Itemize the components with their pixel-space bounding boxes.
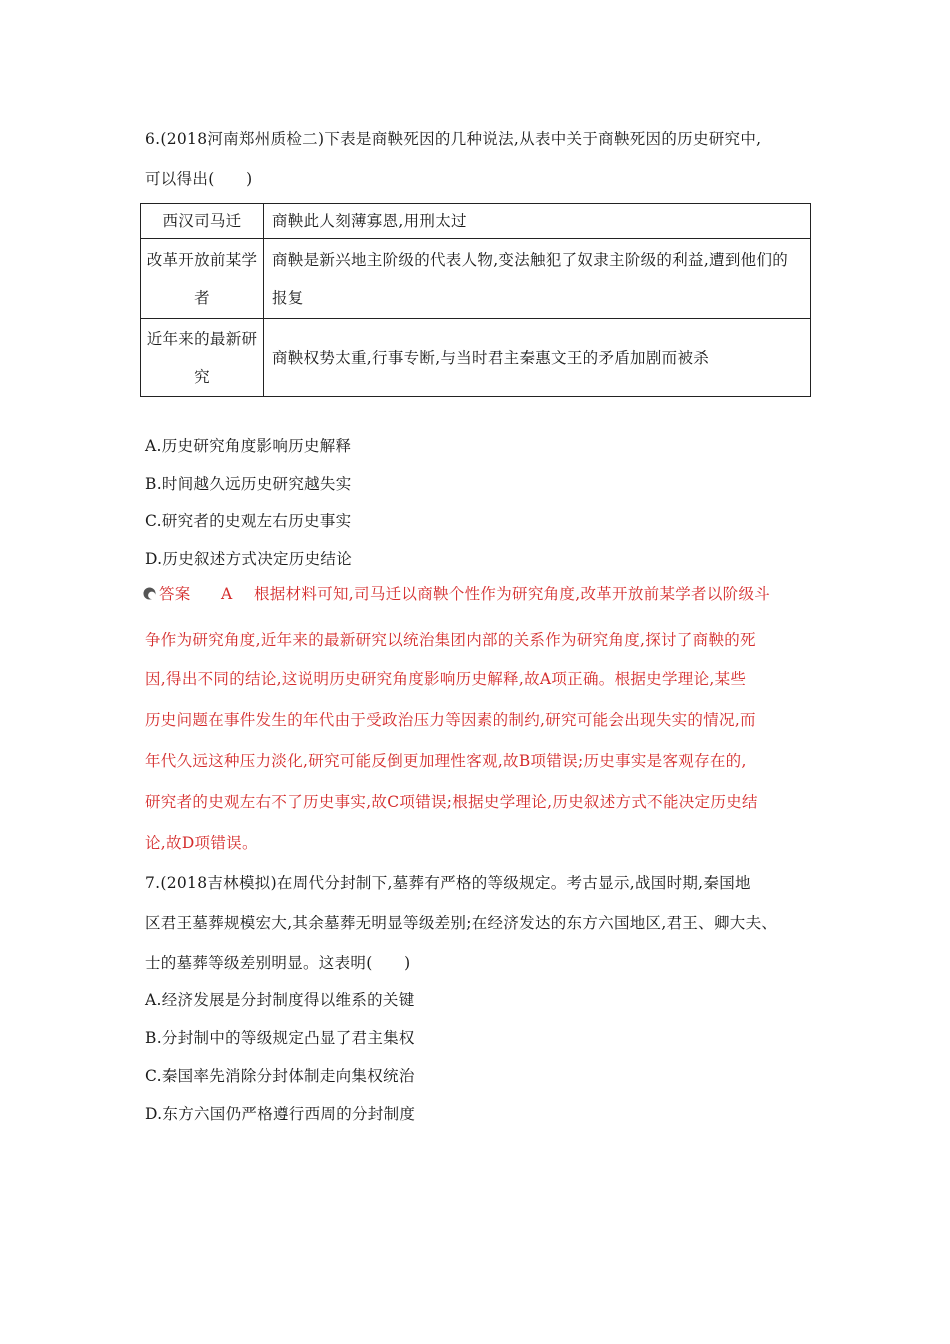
table-row bbox=[141, 204, 811, 239]
q7-option-b: B.分封制中的等级规定凸显了君主集权 bbox=[145, 1029, 415, 1047]
table-row bbox=[141, 239, 811, 319]
q6-answer-choice: A bbox=[221, 585, 233, 603]
table-cell-source: 改革开放前某学者 bbox=[141, 239, 264, 319]
q7-stem-line: 区君王墓葬规模宏大,其余墓葬无明显等级差别;在经济发达的东方六国地区,君王、卿大夫、 bbox=[145, 914, 778, 932]
q6-option-d: D.历史叙述方式决定历史结论 bbox=[145, 550, 353, 568]
table-row bbox=[141, 319, 811, 397]
table-cell-view: 商鞅是新兴地主阶级的代表人物,变法触犯了奴隶主阶级的利益,遭到他们的报复 bbox=[264, 239, 811, 319]
q6-table bbox=[140, 203, 811, 397]
q6-explanation-line: 因,得出不同的结论,这说明历史研究角度影响历史解释,故A项正确。根据史学理论,某些 bbox=[145, 670, 747, 688]
q6-explanation-line: 论,故D项错误。 bbox=[145, 834, 258, 852]
q6-explanation-line: 研究者的史观左右不了历史事实,故C项错误;根据史学理论,历史叙述方式不能决定历史结 bbox=[145, 793, 758, 811]
table-cell-view: 商鞅权势太重,行事专断,与当时君主秦惠文王的矛盾加剧而被杀 bbox=[264, 319, 811, 397]
q6-stem-line1: 6.(2018河南郑州质检二)下表是商鞅死因的几种说法,从表中关于商鞅死因的历史研究中, bbox=[145, 130, 762, 148]
q6-explanation-line: 历史问题在事件发生的年代由于受政治压力等因素的制约,研究可能会出现失实的情况,而 bbox=[145, 711, 756, 729]
q6-explanation-line: 争作为研究角度,近年来的最新研究以统治集团内部的关系作为研究角度,探讨了商鞅的死 bbox=[145, 631, 756, 649]
q6-option-c: C.研究者的史观左右历史事实 bbox=[145, 512, 352, 530]
q7-option-c: C.秦国率先消除分封体制走向集权统治 bbox=[145, 1067, 415, 1085]
q6-answer-label: 答案 bbox=[159, 585, 191, 603]
table-cell-view: 商鞅此人刻薄寡恩,用刑太过 bbox=[264, 204, 811, 239]
q7-option-d: D.东方六国仍严格遵行西周的分封制度 bbox=[145, 1105, 416, 1123]
table-cell-source: 近年来的最新研究 bbox=[141, 319, 264, 397]
q6-stem-line2: 可以得出( ) bbox=[145, 170, 253, 188]
q6-option-a: A.历史研究角度影响历史解释 bbox=[145, 437, 352, 455]
q6-explanation-line: 年代久远这种压力淡化,研究可能反倒更加理性客观,故B项错误;历史事实是客观存在的, bbox=[145, 752, 747, 770]
q7-stem-line: 士的墓葬等级差别明显。这表明( ) bbox=[145, 954, 411, 972]
q6-option-b: B.时间越久远历史研究越失实 bbox=[145, 475, 352, 493]
q7-option-a: A.经济发展是分封制度得以维系的关键 bbox=[145, 991, 415, 1009]
answer-bullet-icon bbox=[143, 587, 156, 600]
q7-stem-line: 7.(2018吉林模拟)在周代分封制下,墓葬有严格的等级规定。考古显示,战国时期,秦国地 bbox=[145, 874, 751, 892]
table-cell-source: 西汉司马迁 bbox=[141, 204, 264, 239]
q6-explanation-line: 根据材料可知,司马迁以商鞅个性作为研究角度,改革开放前某学者以阶级斗 bbox=[254, 585, 771, 603]
